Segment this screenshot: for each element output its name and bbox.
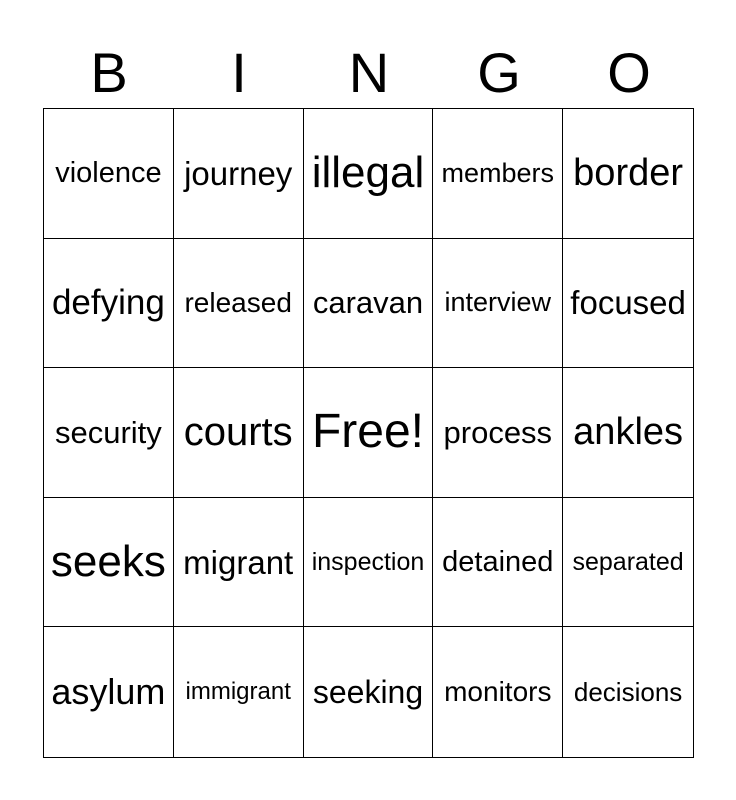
- bingo-cell: violence: [44, 109, 174, 239]
- header-letter-o: O: [607, 41, 651, 104]
- bingo-cell: security: [44, 368, 174, 498]
- bingo-header: [44, 42, 694, 104]
- bingo-cell: seeks: [44, 498, 174, 628]
- bingo-cell: illegal: [304, 109, 434, 239]
- header-letter-b: B: [90, 41, 128, 104]
- bingo-cell: detained: [433, 498, 563, 628]
- bingo-board: [43, 108, 694, 758]
- bingo-cell: asylum: [44, 627, 174, 757]
- header-letter-g: G: [477, 41, 521, 104]
- bingo-cell: defying: [44, 239, 174, 369]
- bingo-cell: monitors: [433, 627, 563, 757]
- free-space-cell: Free!: [304, 368, 434, 498]
- header-letter-n: N: [348, 41, 390, 104]
- bingo-cell: border: [563, 109, 693, 239]
- bingo-cell: migrant: [174, 498, 304, 628]
- bingo-cell: seeking: [304, 627, 434, 757]
- bingo-cell: separated: [563, 498, 693, 628]
- header-letter-i: I: [231, 41, 247, 104]
- bingo-cell: interview: [433, 239, 563, 369]
- bingo-cell: process: [433, 368, 563, 498]
- bingo-cell: decisions: [573, 677, 683, 708]
- bingo-cell: journey: [174, 109, 304, 239]
- bingo-cell: caravan: [304, 239, 434, 369]
- bingo-cell: released: [174, 239, 304, 369]
- bingo-cell: focused: [563, 239, 693, 369]
- bingo-cell: inspection: [304, 498, 434, 628]
- bingo-cell: immigrant: [174, 627, 304, 757]
- bingo-cell: ankles: [563, 368, 693, 498]
- bingo-cell: members: [433, 109, 563, 239]
- bingo-cell: courts: [174, 368, 304, 498]
